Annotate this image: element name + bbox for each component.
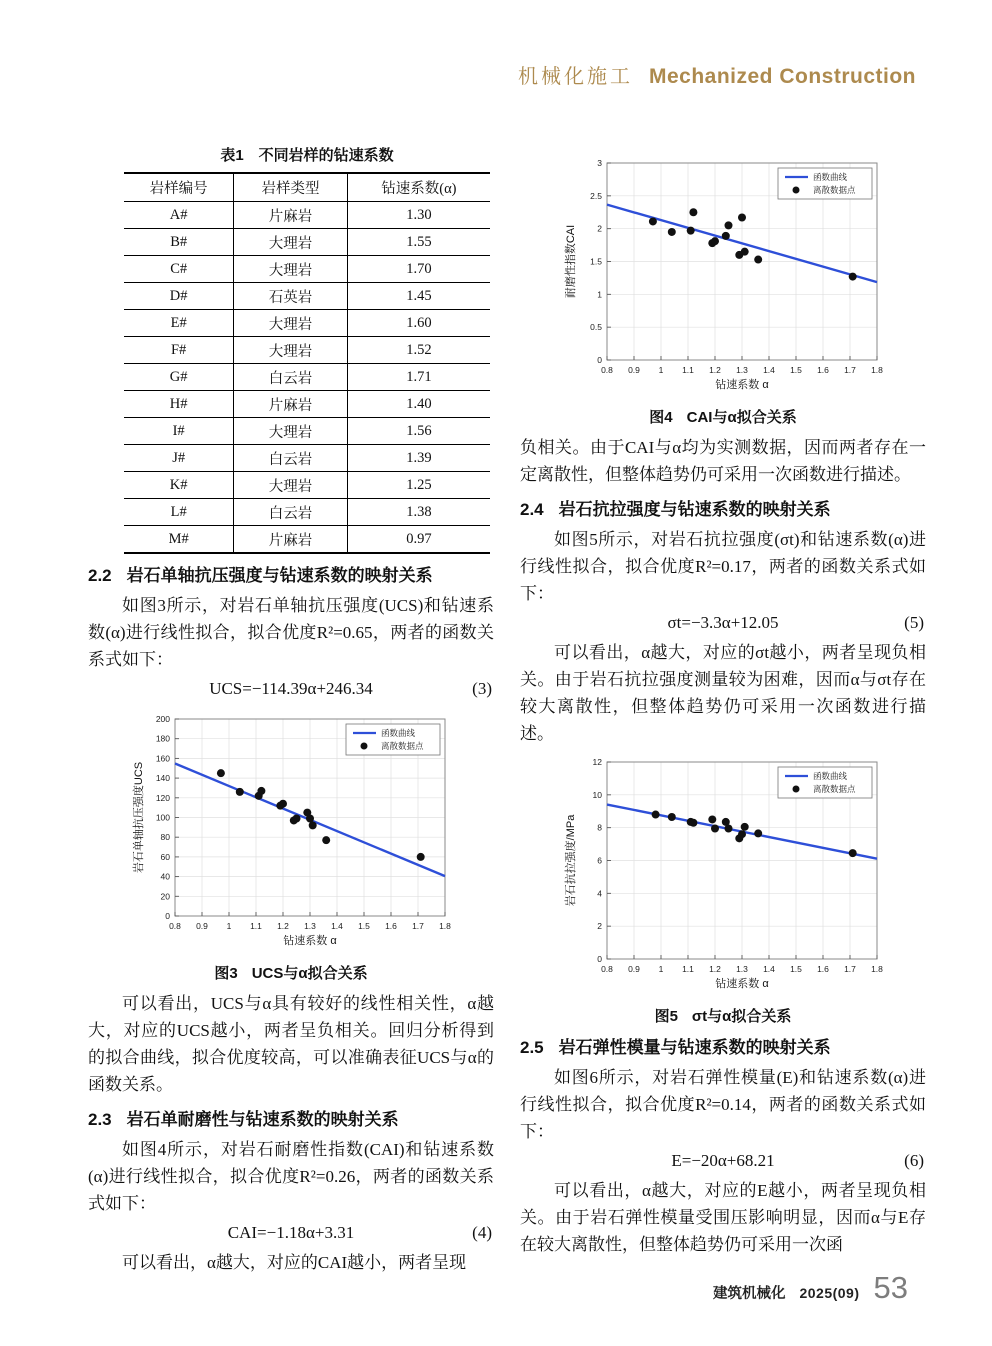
- y-tick-label: 1.5: [590, 256, 602, 267]
- x-tick-label: 1.1: [682, 365, 694, 375]
- figure5-caption: [520, 1005, 926, 1026]
- table-row: [124, 283, 490, 310]
- x-tick-label: 1.4: [763, 964, 775, 974]
- table-cell: 片麻岩: [234, 202, 347, 229]
- table-cell: 白云岩: [234, 445, 347, 472]
- y-tick-label: 8: [597, 822, 602, 833]
- x-tick-label: 1.7: [844, 964, 856, 974]
- figure4-caption: [520, 406, 926, 427]
- x-tick-label: 1.6: [817, 964, 829, 974]
- chart-svg: [125, 709, 457, 956]
- chart-svg: [557, 752, 889, 999]
- equation-5: [520, 608, 926, 638]
- legend-point-sample: [793, 187, 800, 194]
- x-tick-label: 1.3: [736, 365, 748, 375]
- equation-text: σt=−3.3α+12.05: [667, 613, 779, 632]
- y-tick-label: 180: [155, 733, 170, 744]
- y-tick-label: 12: [592, 757, 602, 767]
- table-cell: 1.45: [347, 283, 490, 310]
- y-tick-label: 40: [160, 871, 170, 882]
- figure-title: σt与α拟合关系: [691, 1008, 792, 1025]
- header-title-zh: 机械化施工: [517, 66, 633, 88]
- table-cell: 1.38: [347, 499, 490, 526]
- table-row: [124, 391, 490, 418]
- section-2-5-heading: [520, 1034, 926, 1061]
- table1-title: 表1 不同岩样的钻速系数: [220, 147, 394, 164]
- scatter-point: [725, 221, 733, 229]
- header-title-en: Mechanized Construction: [648, 65, 916, 88]
- table-cell: H#: [124, 391, 234, 418]
- y-tick-label: 6: [597, 855, 602, 866]
- y-tick-label: 200: [155, 714, 170, 724]
- scatter-point: [668, 228, 676, 236]
- table-cell: 大理岩: [234, 337, 347, 364]
- table-cell: A#: [124, 202, 234, 229]
- scatter-point: [322, 836, 330, 844]
- section-number: 2.5: [520, 1038, 544, 1057]
- table-cell: 片麻岩: [234, 526, 347, 554]
- y-tick-label: 160: [155, 753, 170, 764]
- table-cell: M#: [124, 526, 234, 554]
- table-row: [124, 229, 490, 256]
- scatter-point: [236, 788, 244, 796]
- table-cell: 1.60: [347, 310, 490, 337]
- x-tick-label: 0.9: [628, 365, 640, 375]
- section-number: 2.4: [520, 500, 544, 519]
- scatter-point: [306, 814, 314, 822]
- table-cell: 石英岩: [234, 283, 347, 310]
- scatter-point: [754, 256, 762, 264]
- table-row: [124, 202, 490, 229]
- figure-label: 图4: [649, 409, 673, 426]
- table-cell: J#: [124, 445, 234, 472]
- figure-title: UCS与α拟合关系: [251, 965, 368, 982]
- section-number: 2.3: [88, 1110, 112, 1129]
- table-row: [124, 256, 490, 283]
- table-cell: 大理岩: [234, 229, 347, 256]
- legend-point-sample: [793, 786, 800, 793]
- scatter-point: [711, 237, 719, 245]
- table-cell: 1.39: [347, 445, 490, 472]
- table-row: [124, 526, 490, 554]
- x-tick-label: 0.9: [196, 921, 208, 931]
- table-cell: 大理岩: [234, 418, 347, 445]
- scatter-point: [257, 787, 265, 795]
- y-tick-label: 120: [155, 792, 170, 803]
- table-row: [124, 337, 490, 364]
- table-cell: 0.97: [347, 526, 490, 554]
- figure-title: CAI与α拟合关系: [686, 409, 797, 426]
- x-tick-label: 1.6: [817, 365, 829, 375]
- table-row: [124, 445, 490, 472]
- page-header: [518, 60, 916, 89]
- scatter-point: [689, 208, 697, 216]
- y-axis-label: 耐磨性指数CAI: [565, 224, 577, 299]
- section-title: 岩石单轴抗压强度与钻速系数的映射关系: [126, 566, 433, 585]
- table-cell: 白云岩: [234, 364, 347, 391]
- y-tick-label: 2.5: [590, 190, 602, 201]
- scatter-point: [711, 824, 719, 832]
- x-axis-label: 钻速系数 α: [283, 935, 337, 947]
- legend-label: 函数曲线: [381, 728, 416, 738]
- section-2-3-paragraph: 如图4所示，对岩石耐磨性指数(CAI)和钻速系数(α)进行线性拟合，拟合优度R²=0.26，两者的函数关系式如下：: [88, 1140, 494, 1213]
- equation-4: [88, 1218, 494, 1248]
- x-tick-label: 1.1: [682, 964, 694, 974]
- x-tick-label: 1.8: [871, 365, 883, 375]
- scatter-point: [687, 227, 695, 235]
- scatter-point: [708, 815, 716, 823]
- x-tick-label: 0.9: [628, 964, 640, 974]
- section-2-4-heading: [520, 496, 926, 523]
- page-footer: [713, 1272, 908, 1303]
- y-axis-label: 岩石单轴抗压强度UCS: [133, 761, 145, 874]
- scatter-point: [754, 829, 762, 837]
- x-tick-label: 1: [226, 921, 232, 931]
- y-tick-label: 80: [160, 832, 170, 843]
- table-row: [124, 499, 490, 526]
- x-tick-label: 0.8: [601, 365, 613, 375]
- table-cell: 1.25: [347, 472, 490, 499]
- table-cell: E#: [124, 310, 234, 337]
- equation-number: (6): [904, 1151, 924, 1170]
- x-tick-label: 1.7: [844, 365, 856, 375]
- table-cell: 大理岩: [234, 310, 347, 337]
- x-axis-label: 钻速系数 α: [715, 379, 769, 391]
- x-tick-label: 1.5: [790, 964, 802, 974]
- table-cell: 1.52: [347, 337, 490, 364]
- section-2-2-paragraph: 如图3所示，对岩石单轴抗压强度(UCS)和钻速系数(α)进行线性拟合，拟合优度R²=0.65，两者的函数关系式如下：: [88, 596, 494, 669]
- x-tick-label: 1.1: [250, 921, 262, 931]
- figure-label: 图3: [214, 965, 238, 982]
- table1: [124, 172, 490, 554]
- journal-name: 建筑机械化: [712, 1286, 786, 1302]
- y-tick-label: 2: [597, 223, 602, 234]
- scatter-point: [652, 811, 660, 819]
- x-tick-label: 1.2: [277, 921, 289, 931]
- table-row: [124, 310, 490, 337]
- table-header-cell: 岩样类型: [234, 173, 347, 202]
- table-cell: 1.71: [347, 364, 490, 391]
- chart-svg: [557, 153, 889, 400]
- table-row: [124, 418, 490, 445]
- section-2-2-heading: [88, 562, 494, 589]
- section-2-2-discussion: 可以看出，UCS与α具有较好的线性相关性，α越大，对应的UCS越小，两者呈负相关。回归分析得到的拟合曲线，拟合优度较高，可以准确表征UCS与α的函数关系。: [88, 994, 494, 1094]
- scatter-point: [741, 248, 749, 256]
- legend-label: 离散数据点: [813, 784, 856, 794]
- section-number: 2.2: [88, 566, 112, 585]
- table-cell: F#: [124, 337, 234, 364]
- table-cell: B#: [124, 229, 234, 256]
- x-axis-label: 钻速系数 α: [715, 978, 769, 990]
- x-tick-label: 1.4: [763, 365, 775, 375]
- table-cell: 片麻岩: [234, 391, 347, 418]
- table-cell: 1.56: [347, 418, 490, 445]
- y-axis-label: 岩石抗拉强度/MPa: [565, 814, 577, 907]
- y-tick-label: 3: [597, 158, 602, 168]
- y-tick-label: 0.5: [590, 322, 602, 333]
- legend-label: 离散数据点: [381, 741, 424, 751]
- x-tick-label: 1.8: [871, 964, 883, 974]
- legend-label: 离散数据点: [813, 185, 856, 195]
- x-tick-label: 0.8: [169, 921, 181, 931]
- issue-number: 2025(09): [799, 1285, 860, 1301]
- figure4-chart: [557, 153, 889, 405]
- x-tick-label: 1.5: [790, 365, 802, 375]
- table1-block: [124, 144, 490, 554]
- table-header-cell: 岩样编号: [124, 173, 234, 202]
- table-cell: C#: [124, 256, 234, 283]
- x-tick-label: 1.8: [439, 921, 451, 931]
- equation-text: UCS=−114.39α+246.34: [209, 679, 373, 698]
- x-tick-label: 1.7: [412, 921, 424, 931]
- equation-number: (3): [472, 679, 492, 698]
- figure-5: [520, 752, 926, 1026]
- x-tick-label: 1: [658, 365, 664, 375]
- section-2-4-discussion: 可以看出，α越大，对应的σt越小，两者呈现负相关。由于岩石抗拉强度测量较为困难，因而α与σt存在较大离散性，但整体趋势仍可采用一次函数进行描述。: [520, 643, 926, 743]
- x-tick-label: 1.5: [358, 921, 370, 931]
- x-tick-label: 1.2: [709, 365, 721, 375]
- table-cell: 1.70: [347, 256, 490, 283]
- scatter-point: [689, 819, 697, 827]
- y-tick-label: 0: [597, 954, 602, 964]
- figure-label: 图5: [654, 1008, 678, 1025]
- section-title: 岩石单耐磨性与钻速系数的映射关系: [126, 1110, 399, 1129]
- table-cell: 1.30: [347, 202, 490, 229]
- right-column: [520, 148, 926, 1258]
- legend: [346, 724, 440, 755]
- legend-label: 函数曲线: [813, 172, 848, 182]
- y-tick-label: 100: [155, 812, 170, 823]
- scatter-point: [722, 232, 730, 240]
- equation-text: CAI=−1.18α+3.31: [227, 1223, 355, 1242]
- x-tick-label: 1.3: [736, 964, 748, 974]
- x-tick-label: 1.4: [331, 921, 343, 931]
- section-2-3-discussion: 可以看出，α越大，对应的CAI越小，两者呈现: [122, 1253, 467, 1272]
- legend: [778, 767, 872, 798]
- scatter-point: [849, 849, 857, 857]
- section-title: 岩石弹性模量与钻速系数的映射关系: [558, 1038, 831, 1057]
- section-2-5-paragraph: 如图6所示，对岩石弹性模量(E)和钻速系数(α)进行线性拟合，拟合优度R²=0.14，两者的函数关系式如下：: [520, 1068, 926, 1141]
- scatter-point: [725, 824, 733, 832]
- table-cell: I#: [124, 418, 234, 445]
- y-tick-label: 60: [160, 851, 170, 862]
- x-tick-label: 1.6: [385, 921, 397, 931]
- scatter-point: [668, 813, 676, 821]
- y-tick-label: 0: [165, 911, 170, 921]
- scatter-point: [741, 823, 749, 831]
- x-tick-label: 1: [658, 964, 664, 974]
- equation-3: [88, 674, 494, 704]
- table-cell: 白云岩: [234, 499, 347, 526]
- figure5-chart: [557, 752, 889, 1004]
- y-tick-label: 0: [597, 355, 602, 365]
- table-cell: 1.55: [347, 229, 490, 256]
- section-2-4-paragraph: 如图5所示，对岩石抗拉强度(σt)和钻速系数(α)进行线性拟合，拟合优度R²=0.17，两者的函数关系式如下：: [520, 530, 926, 603]
- legend-label: 函数曲线: [813, 771, 848, 781]
- x-tick-label: 1.3: [304, 921, 316, 931]
- equation-6: [520, 1146, 926, 1176]
- scatter-point: [738, 214, 746, 222]
- table-cell: L#: [124, 499, 234, 526]
- figure3-caption: [88, 962, 494, 983]
- table-cell: D#: [124, 283, 234, 310]
- table-header-cell: 钻速系数(α): [347, 173, 490, 202]
- scatter-point: [417, 853, 425, 861]
- x-tick-label: 0.8: [601, 964, 613, 974]
- table-cell: 大理岩: [234, 472, 347, 499]
- figure3-chart: [125, 709, 457, 961]
- y-tick-label: 140: [155, 773, 170, 784]
- equation-text: E=−20α+68.21: [671, 1151, 775, 1170]
- section-title: 岩石抗拉强度与钻速系数的映射关系: [558, 500, 831, 519]
- table-cell: 1.40: [347, 391, 490, 418]
- table-body: [124, 202, 490, 554]
- y-tick-label: 1: [597, 289, 602, 300]
- legend: [778, 168, 872, 199]
- figure-3: [88, 709, 494, 983]
- scatter-point: [649, 217, 657, 225]
- scatter-point: [293, 814, 301, 822]
- page-number: 53: [873, 1270, 908, 1305]
- scatter-point: [738, 830, 746, 838]
- left-column: [88, 144, 494, 1276]
- equation-number: (5): [904, 613, 924, 632]
- table-cell: G#: [124, 364, 234, 391]
- section-2-3-continuation: 负相关。由于CAI与α均为实测数据，因而两者存在一定离散性，但整体趋势仍可采用一次函数进行描述。: [520, 438, 926, 484]
- table-cell: K#: [124, 472, 234, 499]
- scatter-point: [279, 800, 287, 808]
- table-header-row: [124, 173, 490, 202]
- y-tick-label: 20: [160, 891, 170, 902]
- table-row: [124, 472, 490, 499]
- y-tick-label: 10: [592, 789, 602, 800]
- y-tick-label: 4: [597, 888, 602, 899]
- scatter-point: [309, 821, 317, 829]
- x-tick-label: 1.2: [709, 964, 721, 974]
- table-row: [124, 364, 490, 391]
- table-cell: 大理岩: [234, 256, 347, 283]
- y-tick-label: 2: [597, 921, 602, 932]
- equation-number: (4): [472, 1223, 492, 1242]
- figure-4: [520, 153, 926, 427]
- scatter-point: [217, 769, 225, 777]
- section-2-5-discussion: 可以看出，α越大，对应的E越小，两者呈现负相关。由于岩石弹性模量受围压影响明显，因而α与E存在较大离散性，但整体趋势仍可采用一次函: [520, 1181, 926, 1254]
- section-2-3-heading: [88, 1106, 494, 1133]
- legend-point-sample: [361, 743, 368, 750]
- scatter-point: [849, 273, 857, 281]
